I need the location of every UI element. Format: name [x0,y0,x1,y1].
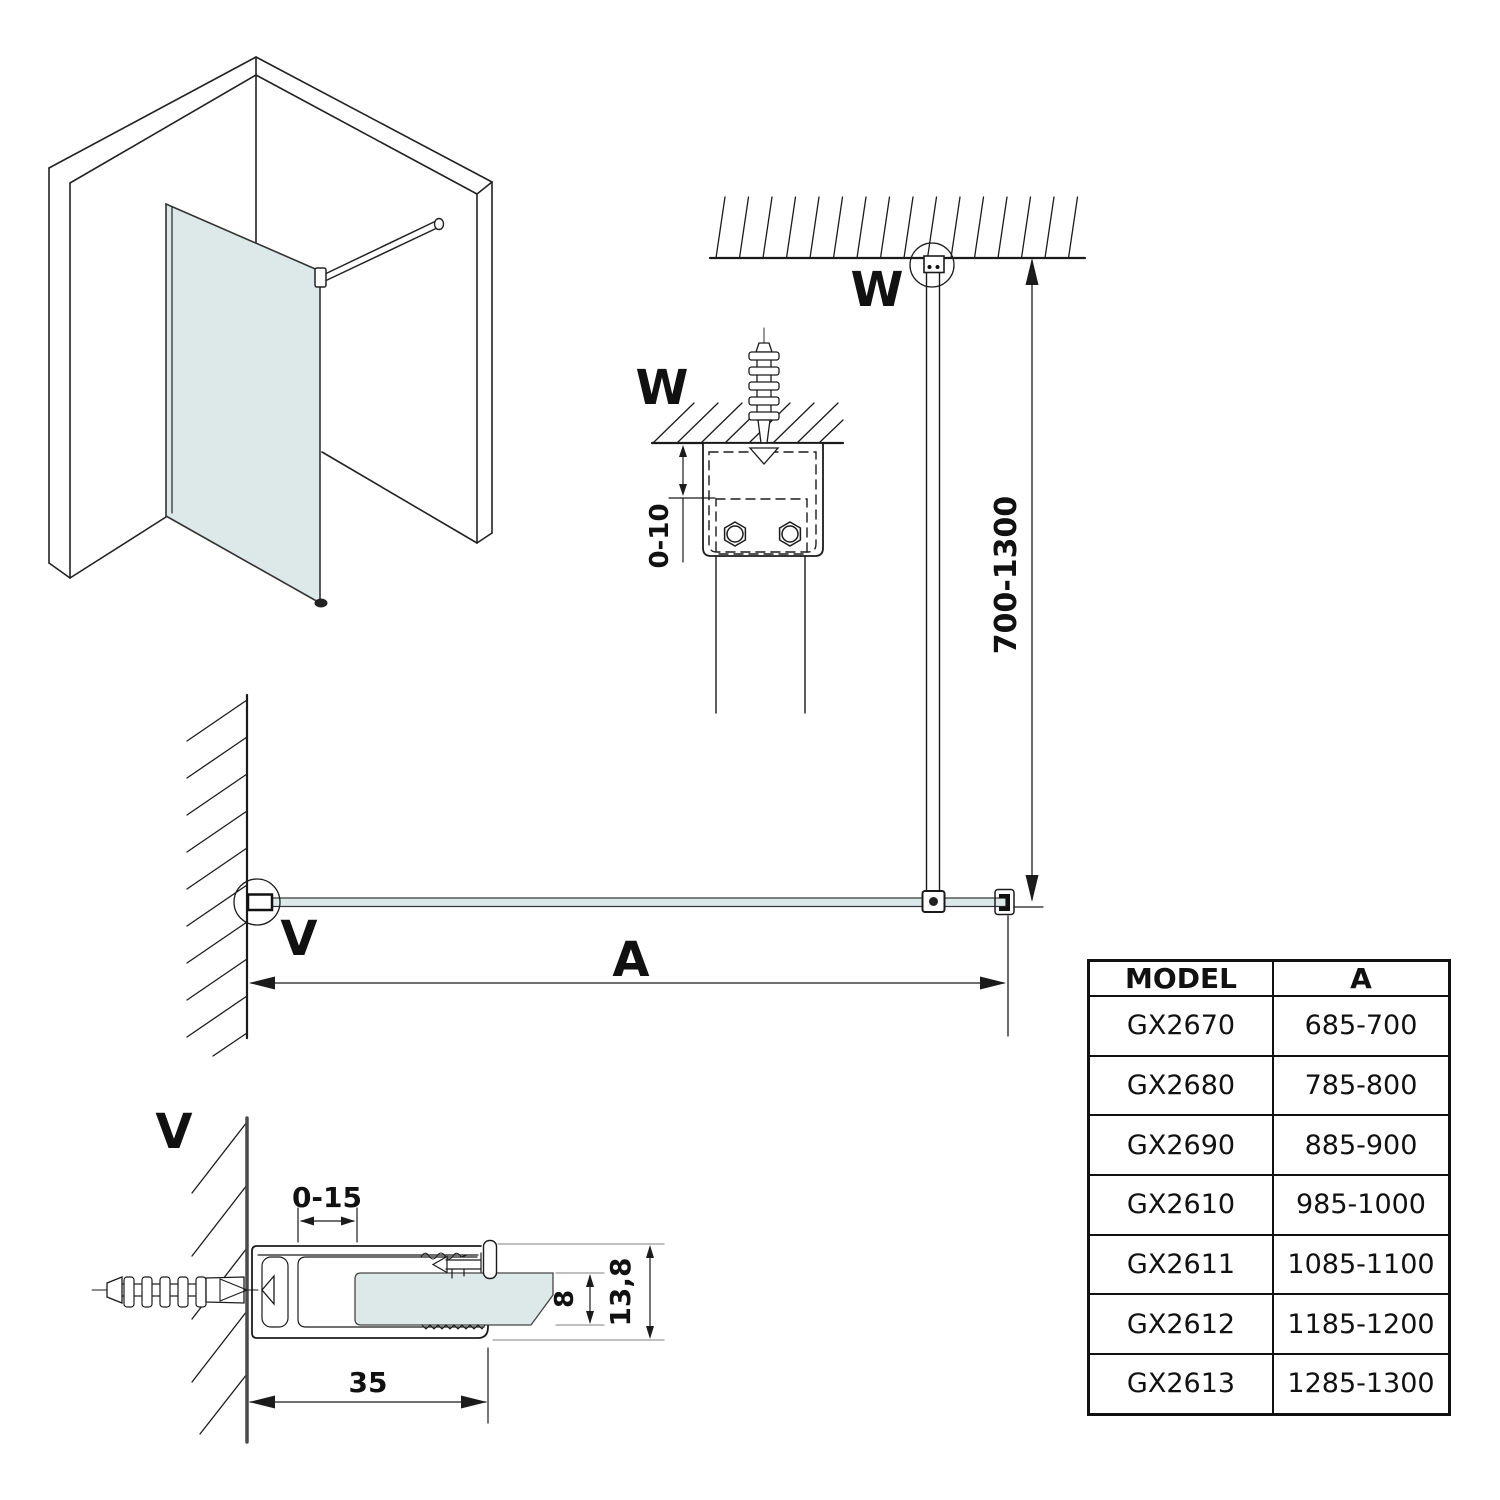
bar-glass-clamp-3d [315,268,326,287]
glass-panel-section [355,1273,553,1325]
support-bar-3d [315,219,444,288]
dim-0-15-label: 0-15 [291,1181,363,1214]
table-row [1089,1294,1450,1354]
dim-0-10-label: 0-10 [645,503,675,569]
glass-foot-3d [315,599,328,608]
model-cell: GX2670 [1089,996,1274,1056]
model-cell: GX2690 [1089,1115,1274,1175]
detail-v-section-label: V [155,1104,193,1160]
isometric-view [49,57,492,608]
a-cell: 785-800 [1273,1056,1450,1116]
a-cell: 885-900 [1273,1115,1450,1175]
model-cell: GX2680 [1089,1056,1274,1116]
dim-35-label: 35 [348,1366,388,1399]
ceiling-hatch [716,197,1078,258]
model-table [1087,959,1451,1416]
detail-v-section [92,1104,664,1442]
dim-700-1300-label: 700-1300 [989,495,1024,655]
model-cell: GX2612 [1089,1294,1274,1354]
detail-w-callout-label: W [850,262,904,318]
glass-panel-plan [247,898,1006,907]
model-cell: GX2610 [1089,1175,1274,1235]
detail-v-callout-label: V [280,911,318,967]
table-row [1089,996,1450,1056]
screw-head-v [262,1276,274,1304]
dim-8-label: 8 [550,1289,580,1309]
glass-panel-3d [166,204,328,608]
wall-hatch-plan [187,700,247,1056]
ceiling-bracket-section [703,443,823,556]
table-row [1089,1175,1450,1235]
model-cell: GX2613 [1089,1354,1274,1415]
table-header-row [1089,961,1450,997]
dim-A-label: A [612,932,650,988]
gasket-fin [484,1241,497,1279]
bar-wall-cap-3d [435,219,444,230]
table-row [1089,1235,1450,1295]
a-cell: 1185-1200 [1273,1294,1450,1354]
detail-w-section-label: W [635,360,689,416]
model-cell: GX2611 [1089,1235,1274,1295]
a-cell: 1085-1100 [1273,1235,1450,1295]
dim-A [249,916,1008,1036]
detail-w-section [636,328,843,713]
a-cell: 985-1000 [1273,1175,1450,1235]
table-row [1089,1115,1450,1175]
plan-view [187,197,1085,1056]
bar-clamp-plan [923,891,945,912]
table-row [1089,1056,1450,1116]
wall-profile-plan [248,895,272,911]
dim-35 [249,1348,488,1423]
ceiling-mount [910,243,954,287]
dim-13-8-label: 13,8 [604,1257,637,1327]
dim-700-1300 [989,258,1039,902]
a-cell: 685-700 [1273,996,1450,1056]
dim-0-15 [292,1181,362,1242]
table-header-a: A [1273,961,1450,997]
table-header-model: MODEL [1089,961,1274,997]
a-cell: 1285-1300 [1273,1354,1450,1415]
dim-8 [550,1273,604,1325]
table-row [1089,1354,1450,1415]
